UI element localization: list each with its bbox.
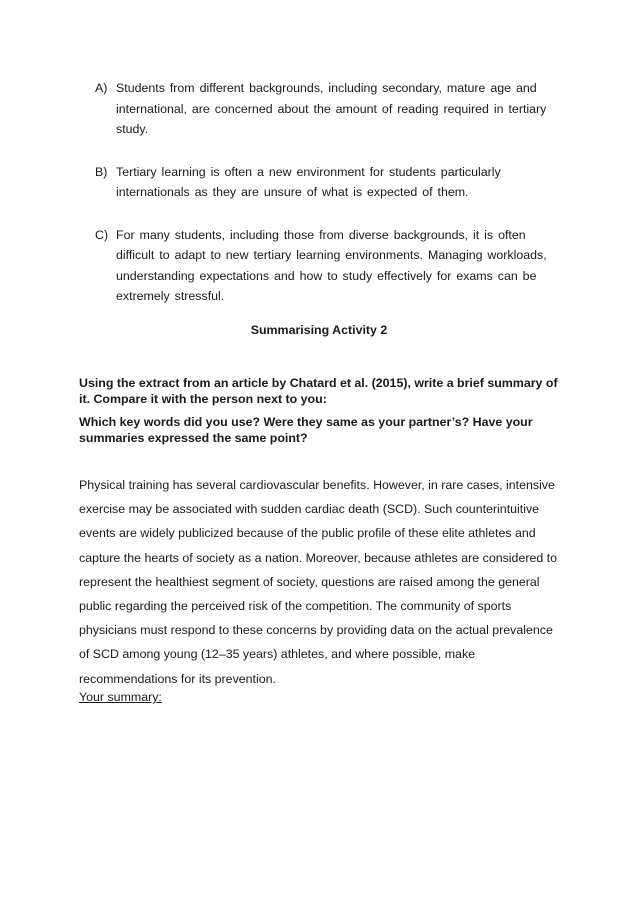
- activity-title: Summarising Activity 2: [250, 323, 388, 337]
- option-text: Students from different backgrounds, including secondary, mature age and international, are concerned about the amount of reading required in tertiary study.: [116, 81, 547, 136]
- option-c: [95, 225, 555, 307]
- option-text: For many students, including those from diverse backgrounds, it is often difficult to adapt to new tertiary learning environments. Managing workloads, understanding expectations and how to study effectively for exams can be extremely stressful.: [116, 227, 547, 303]
- option-b: [95, 162, 555, 203]
- option-text: Tertiary learning is often a new environment for students particularly internationals as they are unsure of what is expected of them.: [116, 164, 501, 199]
- option-letter: A): [95, 81, 108, 95]
- answer-options: [95, 78, 555, 329]
- option-letter: C): [95, 227, 109, 242]
- instruction-1: Using the extract from an article by Chatard et al. (2015), write a brief summary of it. Compare it with the person next to you:: [79, 376, 558, 406]
- option-letter: B): [95, 164, 108, 179]
- instruction-2: Which key words did you use? Were they same as your partner’s? Have your summaries expressed the same point?: [79, 415, 533, 445]
- option-a: [95, 78, 555, 140]
- article-extract: Physical training has several cardiovascular benefits. However, in rare cases, intensive exercise may be associated with sudden cardiac death (SCD). Such counterintuitive events are widely publicized because of the public profile of these elite athletes and capture the hearts of society as a nation. Moreover, because athletes are considered to represent the healthiest segment of society, questions are raised among the general public regarding the perceived risk of the competition. The community of sports physicians must respond to these concerns by providing data on the actual prevalence of SCD among young (12–35 years) athletes, and where possible, make recommendations for its prevention.: [79, 478, 558, 686]
- summary-label: Your summary:: [79, 690, 162, 704]
